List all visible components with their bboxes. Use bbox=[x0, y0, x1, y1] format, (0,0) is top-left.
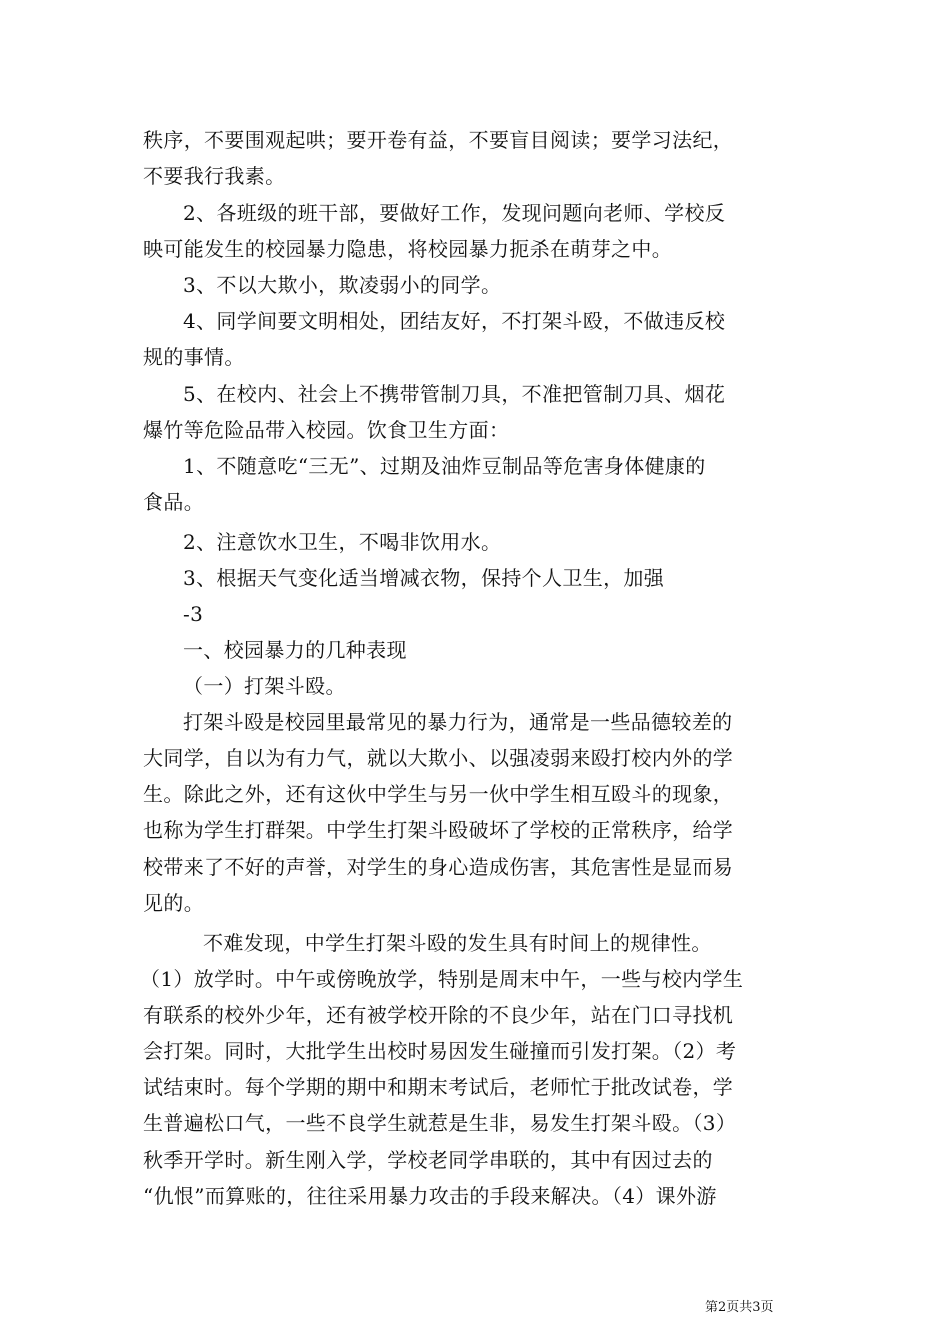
text-line: 3、不以大欺小，欺凌弱小的同学。 bbox=[183, 273, 502, 297]
text-line: 不要我行我素。 bbox=[143, 164, 286, 188]
text-line: 4、同学间要文明相处，团结友好，不打架斗殴，不做违反校 bbox=[183, 309, 726, 333]
text-line: 也称为学生打群架。中学生打架斗殴破坏了学校的正常秩序，给学 bbox=[143, 818, 734, 842]
section-heading: 一、校园暴力的几种表现 bbox=[183, 638, 407, 662]
text-line: 3、根据天气变化适当增减衣物，保持个人卫生，加强 bbox=[183, 566, 665, 590]
text-line: 5、在校内、社会上不携带管制刀具，不准把管制刀具、烟花 bbox=[183, 382, 726, 406]
text-line: 不难发现，中学生打架斗殴的发生具有时间上的规律性。 bbox=[203, 931, 712, 955]
text-line: 爆竹等危险品带入校园。饮食卫生方面： bbox=[143, 418, 510, 442]
subsection-heading: （一）打架斗殴。 bbox=[183, 674, 346, 698]
text-line: 见的。 bbox=[143, 891, 205, 915]
text-line: 生普遍松口气，一些不良学生就惹是生非，易发生打架斗殴。（3） bbox=[143, 1111, 737, 1135]
text-line: “仇恨”而算账的，往往采用暴力攻击的手段来解决。（4）课外游 bbox=[143, 1184, 717, 1208]
text-line: 映可能发生的校园暴力隐患，将校园暴力扼杀在萌芽之中。 bbox=[143, 237, 673, 261]
text-line: 1、不随意吃“三无”、过期及油炸豆制品等危害身体健康的 bbox=[183, 454, 706, 478]
text-line: 2、各班级的班干部，要做好工作，发现问题向老师、学校反 bbox=[183, 201, 726, 225]
text-line: 秋季开学时。新生刚入学，学校老同学串联的，其中有因过去的 bbox=[143, 1148, 713, 1172]
text-line: 打架斗殴是校园里最常见的暴力行为，通常是一些品德较差的 bbox=[183, 710, 733, 734]
text-line: 生。除此之外，还有这伙中学生与另一伙中学生相互殴斗的现象， bbox=[143, 782, 734, 806]
text-line: 规的事情。 bbox=[143, 345, 245, 369]
text-line: 校带来了不好的声誉，对学生的身心造成伤害，其危害性是显而易 bbox=[143, 855, 734, 879]
text-line: 试结束时。每个学期的期中和期末考试后，老师忙于批改试卷，学 bbox=[143, 1075, 734, 1099]
text-line: 秩序，不要围观起哄；要开卷有益，不要盲目阅读；要学习法纪， bbox=[143, 128, 734, 152]
page-number-footer: 第2页共3页 bbox=[705, 1300, 774, 1315]
text-line: 大同学，自以为有力气，就以大欺小、以强凌弱来殴打校内外的学 bbox=[143, 746, 734, 770]
text-line: 会打架。同时，大批学生出校时易因发生碰撞而引发打架。（2）考 bbox=[143, 1039, 737, 1063]
text-line: 有联系的校外少年，还有被学校开除的不良少年，站在门口寻找机 bbox=[143, 1003, 734, 1027]
text-line: 食品。 bbox=[143, 490, 205, 514]
text-line: （1）放学时。中午或傍晚放学，特别是周末中午，一些与校内学生 bbox=[140, 967, 744, 991]
text-line: 2、注意饮水卫生，不喝非饮用水。 bbox=[183, 530, 502, 554]
text-line: -3 bbox=[183, 602, 204, 626]
